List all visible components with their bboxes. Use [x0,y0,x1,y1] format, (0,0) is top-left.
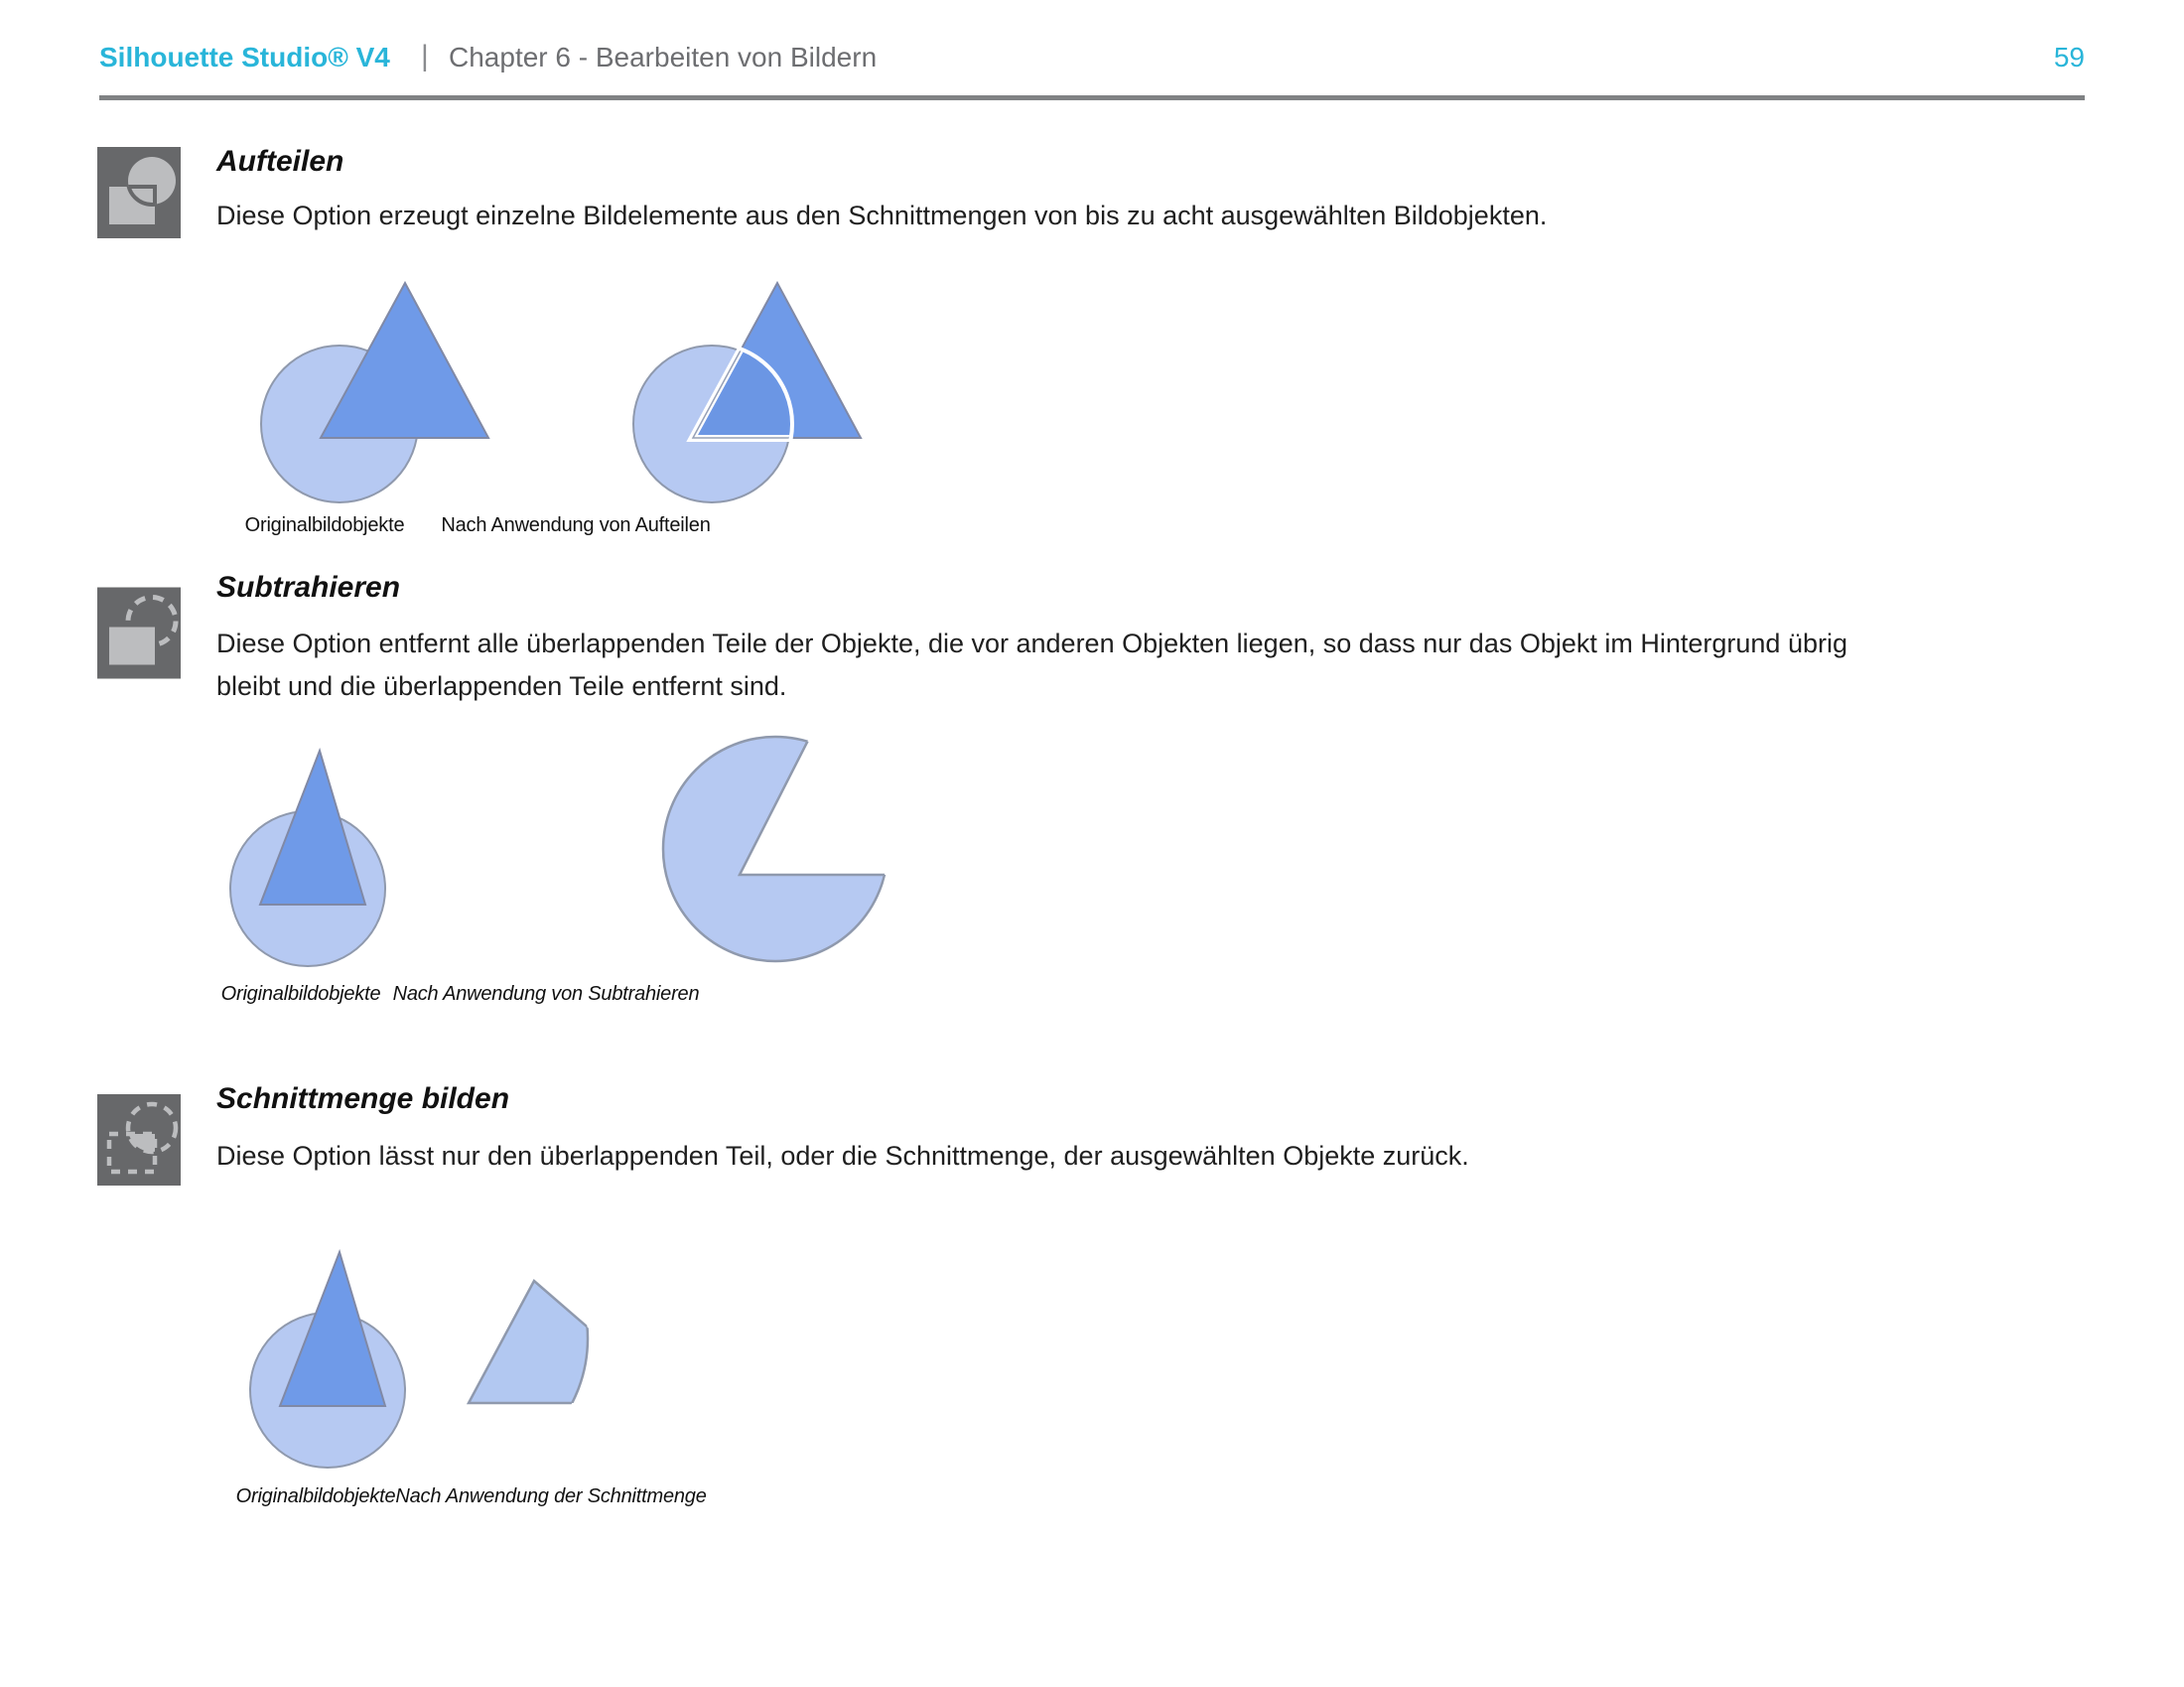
brand-title: Silhouette Studio® V4 [99,42,390,72]
caption-after-aufteilen: Nach Anwendung von Aufteilen [441,514,711,536]
section-description-schnittmenge: Diese Option lässt nur den überlappenden Teil, oder die Schnittmenge, der ausgewählten Objekte zurück. [216,1141,1469,1171]
figure-after-aufteilen [606,276,923,519]
header-rule [99,95,2085,100]
section-title-subtrahieren: Subtrahieren [216,571,401,604]
figure-original-aufteilen [233,276,551,519]
section-title-aufteilen: Aufteilen [216,145,344,178]
figure-after-schnittmenge [467,1259,615,1418]
caption-after-schnittmenge: Nach Anwendung der Schnittmenge [395,1485,707,1507]
page-number: 59 [2053,42,2085,72]
intersect-icon [97,1094,181,1186]
divide-icon [97,147,181,238]
chapter-title: Chapter 6 - Bearbeiten von Bildern [449,42,878,72]
section-description-subtrahieren: Diese Option entfernt alle überlappenden Teile der Objekte, die vor anderen Objekten liegen, so dass nur das Objekt im Hintergrund übrig bleibt und die überlappenden Teile entfernt sind. [216,629,1847,701]
caption-original-aufteilen: Originalbildobjekte [244,514,405,536]
caption-after-subtrahieren: Nach Anwendung von Subtrahieren [392,983,700,1005]
section-description-aufteilen: Diese Option erzeugt einzelne Bildelemente aus den Schnittmengen von bis zu acht ausgewählten Bildobjekten. [216,201,1548,230]
figure-after-subtrahieren [645,717,913,985]
header-separator: | [421,40,429,72]
section-title-schnittmenge: Schnittmenge bilden [216,1082,510,1115]
subtract-icon [97,586,181,680]
figure-original-subtrahieren [204,738,521,986]
caption-original-subtrahieren: Originalbildobjekte [220,983,381,1005]
caption-original-schnittmenge: Originalbildobjekte [235,1485,396,1507]
